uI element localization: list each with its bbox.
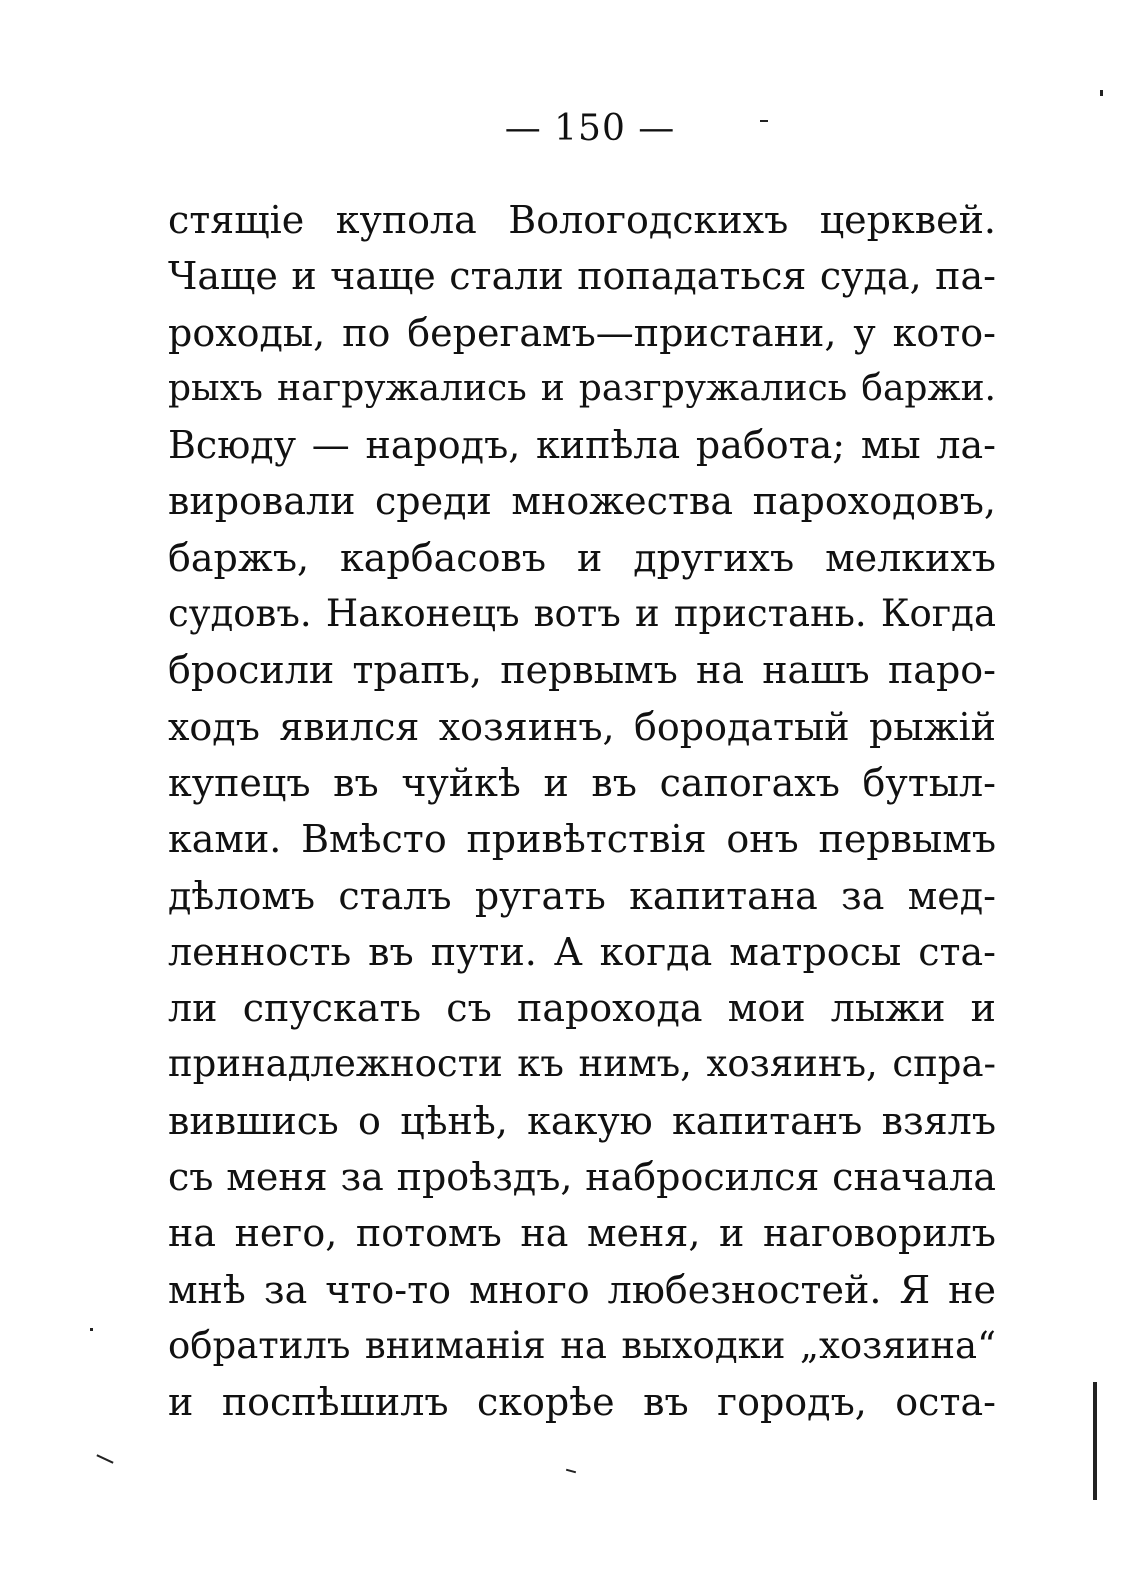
text-line: ли спускать съ парохода мои лыжи и [168,986,996,1031]
text-line: съ меня за проѣздъ, набросился сначала [168,1155,996,1200]
text-line: мнѣ за что-то много любезностей. Я не [168,1267,996,1312]
text-line: ходъ явился хозяинъ, бородатый рыжій [168,704,996,749]
text-line: бросили трапъ, первымъ на нашъ паро- [168,648,996,693]
text-line: судовъ. Наконецъ вотъ и пристань. Когда [168,592,996,636]
scan-artifact-speck [90,1328,93,1331]
text-line: дѣломъ сталъ ругать капитана за мед- [168,873,996,918]
scan-artifact-speck [760,120,768,122]
scan-artifact-speck [1100,90,1103,96]
text-line: стящіе купола Вологодскихъ церквей. [168,198,996,242]
body-text [168,192,996,1431]
text-line: роходы, по берегамъ—пристани, у кото- [168,310,996,355]
text-line: обратилъ вниманія на выходки „хозяина“ [168,1323,996,1367]
text-line: принадлежности къ нимъ, хозяинъ, спра- [168,1042,996,1086]
text-line: и поспѣшилъ скорѣе въ городъ, оста- [168,1380,996,1425]
text-line: Чаще и чаще стали попадаться суда, па- [168,254,996,299]
scan-artifact-speck [566,1469,576,1474]
text-line: ками. Вмѣсто привѣтствія онъ первымъ [168,817,996,862]
text-line: ленность въ пути. А когда матросы ста- [168,929,996,974]
text-line: купецъ въ чуйкѣ и въ сапогахъ бутыл- [168,760,996,805]
scan-artifact-scratch [96,1454,113,1463]
text-line: вившись о цѣнѣ, какую капитанъ взялъ [168,1098,996,1143]
text-line: рыхъ нагружались и разгружались баржи. [168,367,996,409]
scan-artifact-bar [1093,1382,1097,1500]
page-number: — 150 — [504,108,676,149]
text-line: вировали среди множества пароходовъ, [168,479,996,524]
text-line: Всюду — народъ, кипѣла работа; мы ла- [168,423,996,468]
text-line: баржъ, карбасовъ и другихъ мелкихъ [168,535,996,580]
text-line: на него, потомъ на меня, и наговорилъ [168,1211,996,1256]
